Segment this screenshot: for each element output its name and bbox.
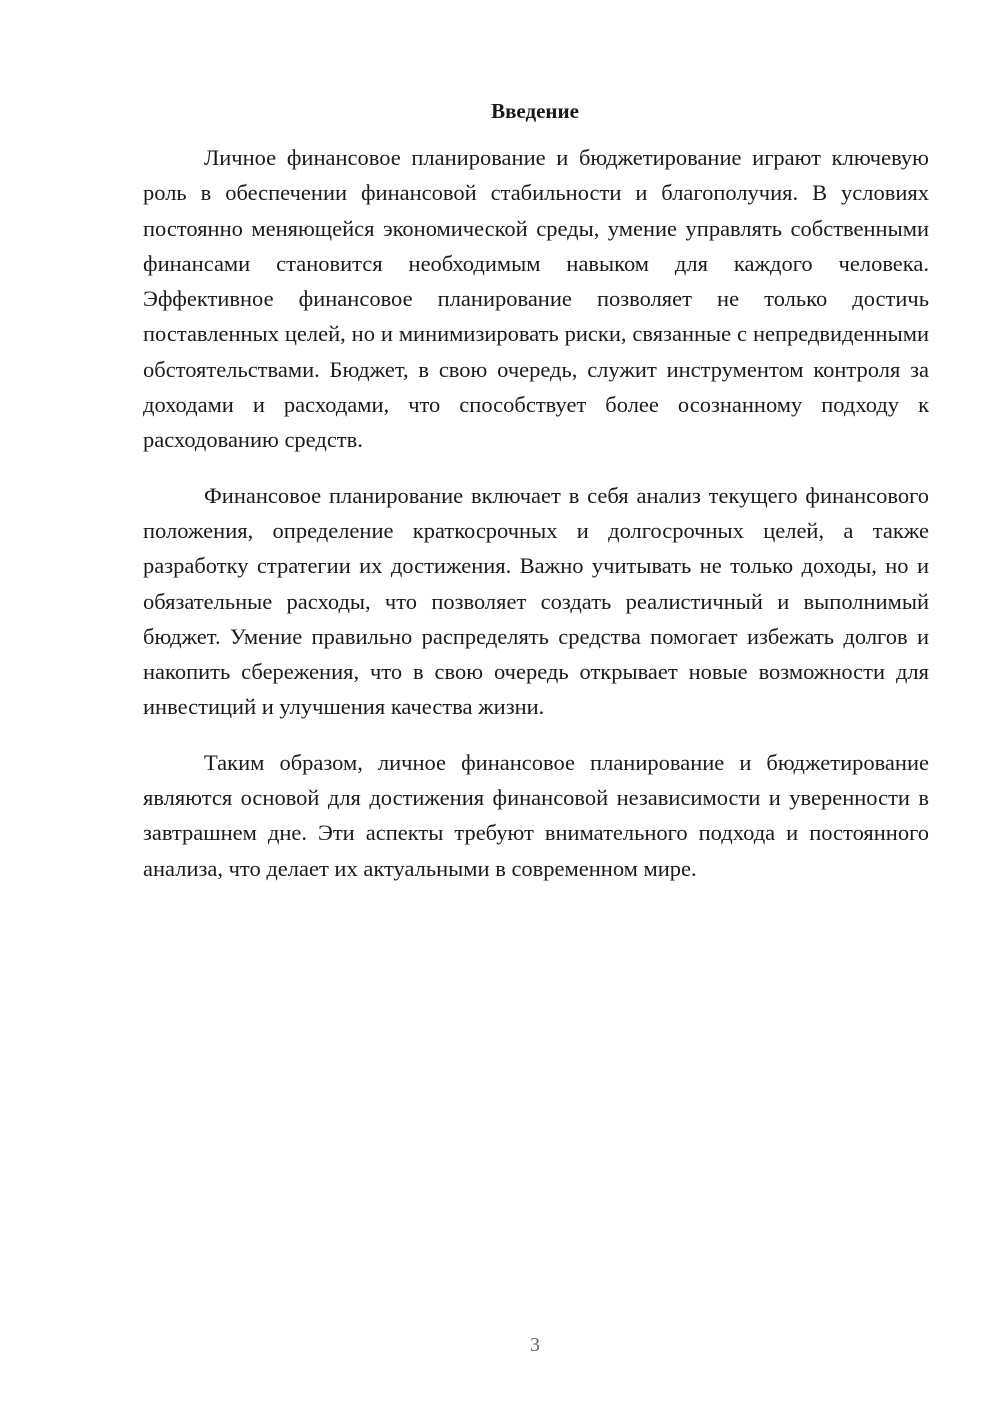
paragraph-2: Финансовое планирование включает в себя анализ текущего финансового положения, определение краткосрочных и долгосрочных целей, а также разработку стратегии их достижения. Важно учитывать не только доходы, но и обязательные расходы, что позволяет создать реалистичный и выполнимый бюджет. Умение правильно распределять средства помогает избежать долгов и накопить сбережения, что в свою очередь открывает новые возможности для инвестиций и улучшения качества жизни.: [143, 482, 929, 720]
body-text: [143, 140, 929, 906]
paragraph-3: Таким образом, личное финансовое планирование и бюджетирование являются основой для достижения финансовой независимости и уверенности в завтрашнем дне. Эти аспекты требуют внимательного подхода и постоянного анализа, что делает их актуальными в современном мире.: [143, 749, 929, 881]
paragraph-1: Личное финансовое планирование и бюджетирование играют ключевую роль в обеспечении финансовой стабильности и благополучия. В условиях постоянно меняющейся экономической среды, умение управлять собственными финансами становится необходимым навыком для каждого человека. Эффективное финансовое планирование позволяет не только достичь поставленных целей, но и минимизировать риски, связанные с непредвиденными обстоятельствами. Бюджет, в свою очередь, служит инструментом контроля за доходами и расходами, что способствует более осознанному подходу к расходованию средств.: [143, 145, 929, 453]
page-number: 3: [530, 1334, 540, 1356]
section-heading: Введение: [491, 99, 579, 123]
